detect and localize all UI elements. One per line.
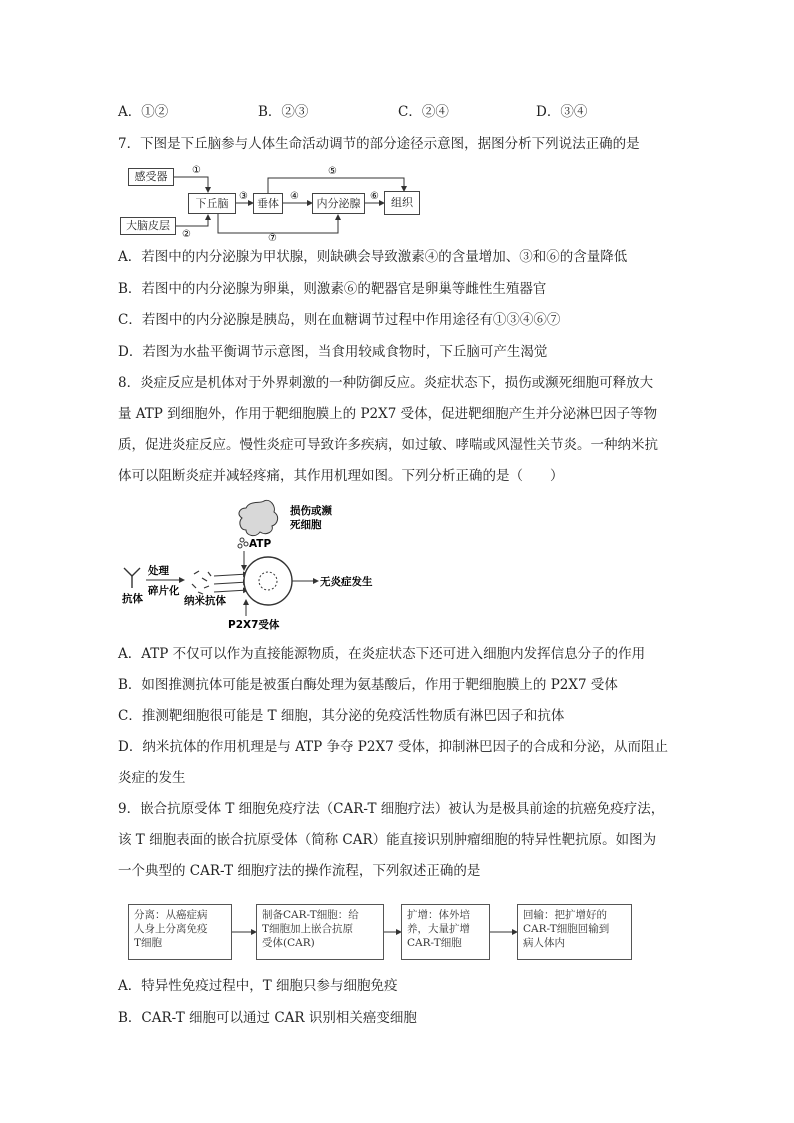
flow-step-prepare-line-1: 制备CAR-T细胞：给 bbox=[262, 909, 359, 921]
flow-step-expand-line-1: 扩增：体外培 bbox=[407, 909, 470, 921]
flow-step-reinfuse bbox=[517, 904, 632, 960]
flow-step-expand bbox=[401, 904, 490, 960]
atp-label: ATP bbox=[249, 538, 272, 550]
q8-stem-line-3: 质，促进炎症反应。慢性炎症可导致许多疾病，如过敏、哮喘或风湿性关节炎。一种纳米抗 bbox=[118, 437, 658, 453]
q8-option-d: D．纳米抗体的作用机理是与 ATP 争夺 P2X7 受体，抑制淋巴因子的合成和分泌，从而阻止 bbox=[118, 739, 668, 755]
q8-drawing bbox=[118, 496, 388, 636]
flow-step-expand-line-2: 养，大量扩增 bbox=[407, 923, 470, 935]
nanobody-fragments bbox=[192, 571, 211, 594]
q7-diagram bbox=[118, 160, 428, 242]
target-cell bbox=[244, 557, 292, 605]
antibody-icon bbox=[124, 568, 140, 588]
q7-option-d: D．若图为水盐平衡调节示意图，当食用较咸食物时，下丘脑可产生渴觉 bbox=[118, 344, 548, 360]
q7-label-5: ⑤ bbox=[328, 166, 337, 177]
q7-option-a: A．若图中的内分泌腺为甲状腺，则缺碘会导致激素④的含量增加、③和⑥的含量降低 bbox=[118, 249, 628, 265]
flow-step-reinfuse-line-2: CAR-T细胞回输到 bbox=[523, 923, 610, 935]
q6-option-d: D．③④ bbox=[536, 104, 588, 120]
q7-tissue-box: 组织 bbox=[384, 191, 420, 215]
q8-option-a: A．ATP 不仅可以作为直接能源物质，在炎症状态下还可进入细胞内发挥信息分子的作用 bbox=[118, 646, 646, 662]
q7-cortex-box: 大脑皮层 bbox=[120, 217, 176, 235]
q7-label-7: ⑦ bbox=[268, 233, 277, 242]
flow-step-isolate-line-2: 人身上分离免疫 bbox=[134, 923, 208, 935]
q9-flowchart bbox=[118, 896, 638, 966]
q7-label-1: ① bbox=[192, 165, 201, 176]
flow-step-reinfuse-line-3: 病人体内 bbox=[523, 937, 565, 949]
q7-pituitary-box: 垂体 bbox=[253, 193, 283, 214]
q9-stem-line-2: 该 T 细胞表面的嵌合抗原受体（简称 CAR）能直接识别肿瘤细胞的特异性靶抗原。如图为 bbox=[118, 832, 657, 848]
flow-step-prepare bbox=[256, 904, 384, 960]
nanobody-label: 纳米抗体 bbox=[184, 595, 226, 607]
fragment-label: 碎片化 bbox=[148, 585, 180, 597]
flow-step-isolate-line-3: T细胞 bbox=[134, 937, 163, 949]
flow-step-reinfuse-line-1: 回输：把扩增好的 bbox=[523, 909, 607, 921]
q9-stem-line-3: 一个典型的 CAR-T 细胞疗法的操作流程，下列叙述正确的是 bbox=[118, 863, 481, 879]
flow-step-expand-line-3: CAR-T细胞 bbox=[407, 937, 462, 949]
q6-options bbox=[118, 102, 678, 122]
damaged-cell-shape bbox=[239, 500, 278, 535]
q8-option-d-cont: 炎症的发生 bbox=[118, 770, 186, 786]
q8-stem-line-4: 体可以阻断炎症并减轻疼痛，其作用机理如图。下列分析正确的是（ ） bbox=[118, 468, 564, 484]
flow-step-isolate-line-1: 分离：从癌症病 bbox=[134, 909, 208, 921]
no-inflammation-label: 无炎症发生 bbox=[320, 576, 373, 588]
flow-step-prepare-line-2: T细胞加上嵌合抗原 bbox=[262, 923, 354, 935]
q7-option-b: B．若图中的内分泌腺为卵巢，则激素⑥的靶器官是卵巢等雌性生殖器官 bbox=[118, 281, 547, 297]
antibody-label: 抗体 bbox=[122, 593, 143, 605]
q7-sensor-box: 感受器 bbox=[128, 168, 174, 186]
q9-stem-line-1: 9．嵌合抗原受体 T 细胞免疫疗法（CAR-T 细胞疗法）被认为是极具前途的抗癌免疫疗法， bbox=[118, 801, 665, 817]
treatment-label: 处理 bbox=[148, 565, 169, 577]
flow-step-prepare-line-3: 受体(CAR) bbox=[262, 937, 315, 949]
q7-endocrine-box: 内分泌腺 bbox=[312, 193, 365, 214]
q7-label-4: ④ bbox=[290, 191, 299, 202]
q7-stem: 7．下图是下丘脑参与人体生命活动调节的部分途径示意图，据图分析下列说法正确的是 bbox=[118, 136, 640, 152]
q6-option-c: C．②④ bbox=[398, 104, 449, 120]
q9-option-a: A．特异性免疫过程中，T 细胞只参与细胞免疫 bbox=[118, 978, 398, 994]
q8-option-c: C．推测靶细胞很可能是 T 细胞，其分泌的免疫活性物质有淋巴因子和抗体 bbox=[118, 708, 565, 724]
q8-option-b: B．如图推测抗体可能是被蛋白酶处理为氨基酸后，作用于靶细胞膜上的 P2X7 受体 bbox=[118, 677, 618, 693]
damaged-cell-label-2: 死细胞 bbox=[290, 519, 322, 531]
receptor-label: P2X7受体 bbox=[228, 619, 280, 631]
atp-molecules bbox=[238, 538, 248, 548]
q6-option-b: B．②③ bbox=[258, 104, 309, 120]
q8-stem-line-1: 8．炎症反应是机体对于外界刺激的一种防御反应。炎症状态下，损伤或濒死细胞可释放大 bbox=[118, 375, 654, 391]
q8-stem-line-2: 量 ATP 到细胞外，作用于靶细胞膜上的 P2X7 受体，促进靶细胞产生并分泌淋巴因子等物 bbox=[118, 406, 658, 422]
q7-option-c: C．若图中的内分泌腺是胰岛，则在血糖调节过程中作用途径有①③④⑥⑦ bbox=[118, 312, 561, 328]
flow-step-isolate bbox=[128, 904, 232, 960]
q7-label-3: ③ bbox=[239, 191, 248, 202]
q7-hypothalamus-box: 下丘脑 bbox=[188, 193, 236, 214]
q7-label-6: ⑥ bbox=[370, 191, 379, 202]
damaged-cell-label-1: 损伤或濒 bbox=[290, 505, 332, 517]
q8-diagram bbox=[118, 496, 388, 636]
q6-option-a: A．①② bbox=[118, 104, 169, 120]
q7-label-2: ② bbox=[182, 229, 191, 240]
q9-option-b: B．CAR-T 细胞可以通过 CAR 识别相关癌变细胞 bbox=[118, 1010, 417, 1026]
